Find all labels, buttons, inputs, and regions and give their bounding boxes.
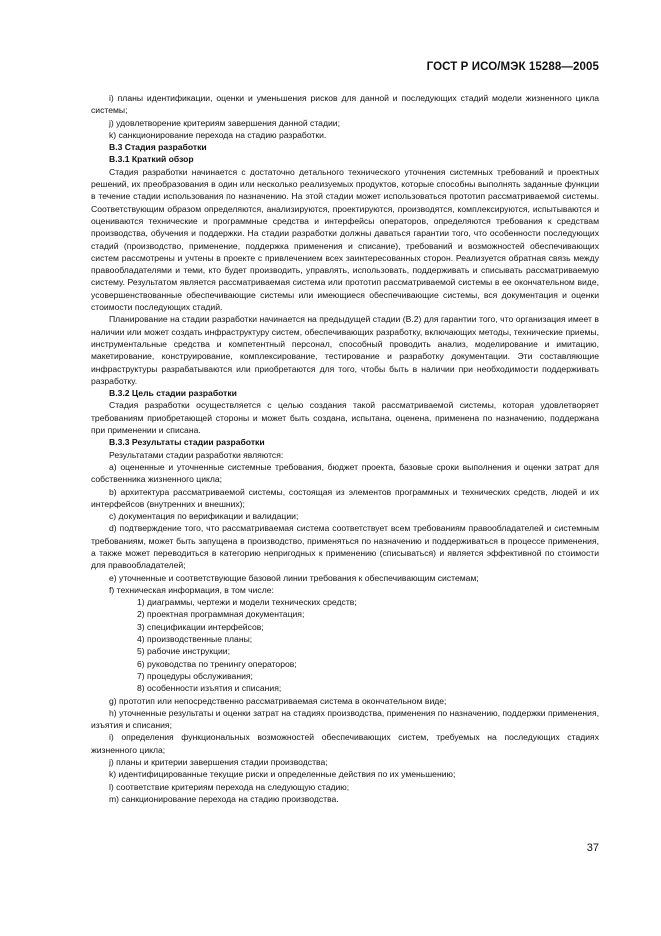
sub-list-item: 7) процедуры обслуживания; [137,670,253,681]
sub-list-item: 5) рабочие инструкции; [137,646,230,657]
standard-header: ГОСТ Р ИСО/МЭК 15288—2005 [426,61,599,73]
subsection-heading: В.3.1 Краткий обзор [109,154,194,165]
document-body [91,92,599,805]
list-item: f) техническая информация, в том числе: [109,584,274,595]
sub-list-item: 3) спецификации интерфейсов; [137,621,264,632]
body-paragraph: Стадия разработки осуществляется с целью создания такой рассматриваемой системы, которая удовлетворяет требованиям приобретающей стороны и может быть создана, испытана, оценена, применена по назначению, поддержана при применении и списана. [91,400,599,436]
sub-list-item: 1) диаграммы, чертежи и модели технических средств; [137,597,357,608]
body-paragraph: Результатами стадии разработки являются: [109,449,284,460]
list-item: i) определения функциональных возможностей обеспечивающих систем, требуемых на последующих стадиях жизненного цикла; [91,732,599,755]
list-item: j) удовлетворение критериям завершения данной стадии; [109,117,340,128]
list-item: k) идентифицированные текущие риски и определенные действия по их уменьшению; [109,769,456,780]
list-item: l) соответствие критериям перехода на следующую стадию; [109,781,350,792]
sub-list-item: 8) особенности изъятия и списания; [137,683,282,694]
body-paragraph: Стадия разработки начинается с достаточно детального технического уточнения системных требований и проектных решений, их преобразования в один или несколько реализуемых продуктов, которые способны выполнять заданные функции в течение стадии использования по назначению. На этой стадии может использоваться прототип рассматриваемой системы. Соответствующим образом определяются, анализируются, проектируются, производятся, комплексируются, испытываются и оцениваются технические и программные средства и интерфейсы операторов, определяются требования к средствам производства, обучения и поддержки. На стадии разработки должны даваться гарантии того, что особенности последующих стадий (производство, применение, поддержка применения и списание), требований и возможностей обеспечивающих систем рассмотрены и учтены в проекте с привлечением всех заинтересованных сторон. Реализуется обратная связь между правообладателями и теми, кто будет производить, управлять, использовать, поддерживать и списывать рассматриваемую систему. Результатом является рассматриваемая система или прототип рассматриваемой системы в ее окончательном виде, усовершенствованные обеспечивающие системы или имеющиеся обеспечивающие системы, вся документация и оценки стоимости последующих стадий. [91,166,599,313]
list-item: b) архитектура рассматриваемой системы, состоящая из элементов программных и технических средств, людей и их интерфейсов (внутренних и внешних); [91,486,599,509]
page-number: 37 [586,842,599,854]
sub-list-item: 4) производственные планы; [137,634,253,645]
list-item: e) уточненные и соответствующие базовой линии требования к обеспечивающим системам; [109,572,479,583]
list-item: g) прототип или непосредственно рассматриваемая система в окончательном виде; [109,695,447,706]
subsection-heading: В.3.2 Цель стадии разработки [109,388,237,399]
sub-list-item: 2) проектная программная документация; [137,609,305,620]
list-item: k) санкционирование перехода на стадию разработки. [109,129,327,140]
list-item: d) подтверждение того, что рассматриваемая система соответствует всем требованиям правообладателей и системным требованиям, может быть запущена в производство, применяться по назначению и поддерживаться в процессе применения, а также может переводиться в категорию непригодных к применению (списываться) и является эффективной по стоимости для правообладателей; [91,523,599,571]
list-item: c) документация по верификации и валидации; [109,511,299,522]
body-paragraph: Планирование на стадии разработки начинается на предыдущей стадии (В.2) для гарантии того, что организация имеет в наличии или может создать инфраструктуру систем, обеспечивающих разработку, включающих методы, технические приемы, инструментальные средства и компетентный персонал, способный проводить анализ, моделирование и имитацию, макетирование, конструирование, комплексирование, тестирование и разработку документации. Эти составляющие инфраструктуры разрабатываются или приобретаются для того, чтобы быть в наличии при необходимости поддерживать разработку. [91,314,599,386]
list-item: i) планы идентификации, оценки и уменьшения рисков для данной и последующих стадий модели жизненного цикла системы; [91,93,599,116]
section-heading: В.3 Стадия разработки [109,142,207,153]
list-item: h) уточненные результаты и оценки затрат на стадиях производства, применения по назначению, поддержки применения, изъятия и списания; [91,707,599,731]
sub-list-item: 6) руководства по тренингу операторов; [137,658,297,669]
list-item: m) санкционирование перехода на стадию производства. [109,793,339,804]
list-item: a) оцененные и уточненные системные требования, бюджет проекта, базовые сроки выполнения и оценки затрат для собственника жизненного цикла; [91,461,599,485]
subsection-heading: В.3.3 Результаты стадии разработки [109,437,265,448]
list-item: j) планы и критерии завершения стадии производства; [109,757,328,768]
